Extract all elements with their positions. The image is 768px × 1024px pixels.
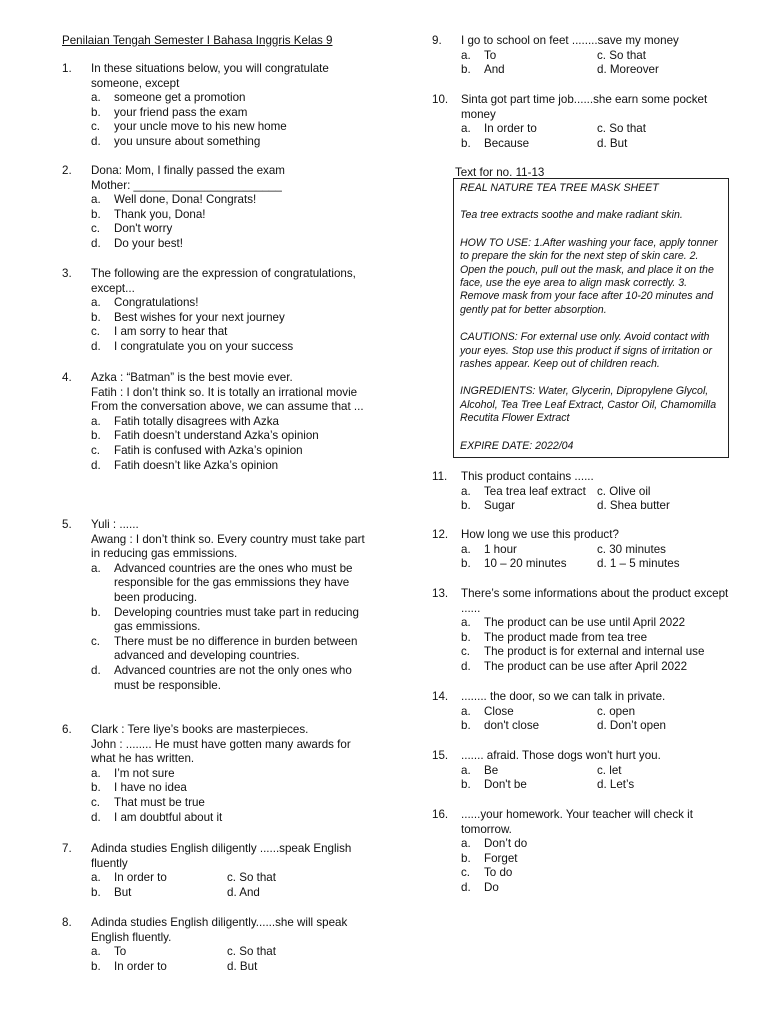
- answer-option: [91, 135, 372, 150]
- answer-option: [461, 778, 597, 793]
- answer-option: [597, 778, 732, 793]
- answer-option: [461, 881, 732, 896]
- answer-option: [461, 866, 732, 881]
- answer-option: [461, 499, 597, 514]
- answer-option: [91, 222, 372, 237]
- question-2: [62, 164, 372, 252]
- option-text: Advanced countries are not the only ones who must be responsible.: [114, 663, 352, 692]
- answer-option: [91, 429, 372, 444]
- option-letter: b.: [91, 885, 101, 899]
- option-text: d. But: [597, 136, 628, 150]
- question-text: Yuli : ...... Awang : I don’t think so. Every country must take part in reducing gas emmissions.: [91, 518, 365, 561]
- option-letter: a.: [91, 91, 101, 105]
- question-number: 5.: [62, 518, 72, 531]
- answer-option: [91, 106, 372, 121]
- option-text: Do your best!: [114, 236, 183, 250]
- option-text: c. let: [597, 763, 622, 777]
- option-text: There must be no difference in burden between advanced and developing countries.: [114, 634, 358, 663]
- option-text: In order to: [114, 871, 167, 885]
- option-text: d. But: [227, 959, 258, 973]
- option-text: d. Shea butter: [597, 499, 670, 513]
- option-letter: a.: [461, 484, 471, 498]
- answer-option: [597, 543, 732, 558]
- answer-options: [461, 616, 732, 674]
- question-number: 2.: [62, 164, 72, 177]
- option-letter: b.: [91, 105, 101, 119]
- option-letter: b.: [91, 429, 101, 443]
- option-text: Fatih is confused with Azka’s opinion: [114, 443, 303, 457]
- answer-option: [461, 122, 597, 137]
- option-letter: d.: [91, 458, 101, 472]
- option-text: c. So that: [597, 48, 646, 62]
- option-letter: a.: [91, 193, 101, 207]
- answer-option: [91, 664, 372, 693]
- option-letter: a.: [91, 766, 101, 780]
- answer-option: [91, 796, 372, 811]
- option-text: Thank you, Dona!: [114, 207, 206, 221]
- question-text: There’s some informations about the product except ......: [461, 587, 729, 615]
- option-text: Tea trea leaf extract: [484, 484, 586, 498]
- option-text: someone get a promotion: [114, 91, 246, 105]
- option-letter: a.: [91, 561, 101, 575]
- answer-option: [461, 837, 732, 852]
- option-text: Developing countries must take part in reducing gas emmissions.: [114, 605, 359, 634]
- question-number: 9.: [432, 34, 442, 47]
- question-number: 10.: [432, 93, 449, 106]
- option-text: And: [484, 63, 505, 77]
- answer-options: [461, 485, 732, 514]
- option-text: c. Olive oil: [597, 484, 651, 498]
- option-text: Well done, Dona! Congrats!: [114, 193, 257, 207]
- option-letter: b.: [461, 557, 471, 571]
- question-7: [62, 842, 372, 900]
- option-letter: b.: [91, 781, 101, 795]
- question-3: [62, 267, 372, 355]
- answer-option: [91, 237, 372, 252]
- answer-option: [91, 871, 227, 886]
- answer-option: [597, 557, 732, 572]
- answer-options: [461, 49, 732, 78]
- option-text: d. And: [227, 885, 260, 899]
- text-box-expiry: EXPIRE DATE: 2022/04: [460, 439, 574, 452]
- answer-options: [461, 705, 732, 734]
- option-letter: c.: [461, 645, 471, 659]
- option-text: 1 hour: [484, 542, 517, 556]
- option-letter: c.: [91, 222, 101, 236]
- answer-options: [461, 122, 732, 151]
- answer-option: [597, 137, 732, 152]
- option-text: your uncle move to his new home: [114, 120, 287, 134]
- option-text: c. So that: [597, 122, 646, 136]
- question-text: ......your homework. Your teacher will check it tomorrow.: [461, 808, 693, 836]
- question-14: [432, 690, 732, 734]
- answer-option: [461, 631, 732, 646]
- question-number: 14.: [432, 690, 449, 703]
- option-text: Fatih doesn’t understand Azka’s opinion: [114, 429, 319, 443]
- question-number: 13.: [432, 587, 449, 600]
- answer-option: [461, 764, 597, 779]
- answer-option: [227, 960, 372, 975]
- question-8: [62, 916, 372, 974]
- option-text: don't close: [484, 719, 540, 733]
- answer-option: [91, 311, 372, 326]
- answer-option: [461, 616, 732, 631]
- option-letter: a.: [461, 704, 471, 718]
- answer-options: [461, 764, 732, 793]
- option-text: That must be true: [114, 795, 205, 809]
- text-box-heading: REAL NATURE TEA TREE MASK SHEET: [460, 182, 659, 194]
- question-text: Adinda studies English diligently......she will speak English fluently.: [91, 916, 348, 944]
- option-text: d. Don’t open: [597, 719, 666, 733]
- question-number: 3.: [62, 267, 72, 280]
- option-text: d. Let’s: [597, 778, 635, 792]
- option-letter: a.: [461, 122, 471, 136]
- option-letter: d.: [91, 134, 101, 148]
- option-text: you unsure about something: [114, 134, 261, 148]
- question-5: [62, 518, 372, 693]
- option-text: Be: [484, 763, 499, 777]
- answer-option: [91, 208, 372, 223]
- option-letter: a.: [461, 763, 471, 777]
- option-text: The product can be use after April 2022: [484, 659, 688, 673]
- option-letter: b.: [461, 630, 471, 644]
- question-text: Clark : Tere liye’s books are masterpieces. John : ........ He must have gotten many awards for what he has written.: [91, 723, 351, 766]
- answer-option: [91, 606, 372, 635]
- answer-option: [461, 719, 597, 734]
- option-letter: a.: [461, 837, 471, 851]
- option-letter: b.: [91, 959, 101, 973]
- answer-option: [227, 886, 372, 901]
- question-number: 8.: [62, 916, 72, 929]
- answer-option: [597, 764, 732, 779]
- answer-option: [227, 871, 372, 886]
- question-text: I go to school on feet ........save my money: [461, 34, 679, 47]
- answer-option: [461, 137, 597, 152]
- answer-option: [91, 635, 372, 664]
- option-text: Fatih totally disagrees with Azka: [114, 414, 279, 428]
- option-letter: a.: [461, 48, 471, 62]
- option-letter: c.: [91, 120, 101, 134]
- answer-option: [461, 63, 597, 78]
- answer-options: [91, 296, 372, 354]
- answer-option: [461, 645, 732, 660]
- answer-option: [91, 415, 372, 430]
- option-letter: b.: [461, 851, 471, 865]
- answer-option: [91, 960, 227, 975]
- question-6: [62, 723, 372, 825]
- option-letter: c.: [91, 443, 101, 457]
- option-text: To do: [484, 866, 513, 880]
- option-letter: b.: [461, 136, 471, 150]
- answer-options: [91, 767, 372, 825]
- answer-option: [91, 340, 372, 355]
- option-text: I’m not sure: [114, 766, 175, 780]
- question-text: Azka : “Batman” is the best movie ever. Fatih : I don’t think so. It is totally an irrational movie From the conversation above, we can assume that ...: [91, 371, 364, 414]
- product-text-box: [453, 178, 729, 458]
- option-text: your friend pass the exam: [114, 105, 248, 119]
- answer-option: [91, 811, 372, 826]
- question-13: [432, 587, 732, 675]
- option-text: d. Moreover: [597, 63, 659, 77]
- answer-options: [461, 837, 732, 895]
- option-letter: d.: [91, 810, 101, 824]
- option-letter: a.: [91, 945, 101, 959]
- question-text: ........ the door, so we can talk in private.: [461, 690, 666, 703]
- option-letter: c.: [461, 866, 471, 880]
- option-text: Sugar: [484, 499, 515, 513]
- option-letter: b.: [461, 778, 471, 792]
- answer-option: [461, 852, 732, 867]
- option-letter: b.: [461, 499, 471, 513]
- option-text: Don't worry: [114, 222, 173, 236]
- answer-options: [91, 415, 372, 473]
- option-text: Do: [484, 880, 499, 894]
- option-letter: c.: [91, 325, 101, 339]
- option-letter: d.: [461, 880, 471, 894]
- question-number: 15.: [432, 749, 449, 762]
- question-text: Adinda studies English diligently ......speak English fluently: [91, 842, 352, 870]
- answer-options: [91, 562, 372, 693]
- answer-option: [597, 485, 732, 500]
- answer-option: [597, 63, 732, 78]
- option-text: The product can be use until April 2022: [484, 616, 686, 630]
- question-text: How long we use this product?: [461, 528, 619, 541]
- option-letter: b.: [91, 310, 101, 324]
- answer-option: [597, 49, 732, 64]
- text-box-paragraph: INGREDIENTS: Water, Glycerin, Dipropylene Glycol, Alcohol, Tea Tree Leaf Extract, Castor Oil, Chamomilla Recutita Flower Extract: [460, 385, 717, 425]
- option-letter: a.: [461, 616, 471, 630]
- option-letter: b.: [91, 605, 101, 619]
- option-text: Forget: [484, 851, 518, 865]
- answer-option: [597, 719, 732, 734]
- answer-option: [91, 91, 372, 106]
- answer-option: [91, 945, 227, 960]
- answer-options: [91, 945, 372, 974]
- answer-options: [461, 543, 732, 572]
- option-text: I congratulate you on your success: [114, 339, 294, 353]
- option-text: Best wishes for your next journey: [114, 310, 285, 324]
- answer-option: [91, 459, 372, 474]
- option-letter: a.: [91, 296, 101, 310]
- option-text: Congratulations!: [114, 296, 199, 310]
- option-text: The product is for external and internal use: [484, 645, 705, 659]
- answer-option: [597, 499, 732, 514]
- option-letter: a.: [91, 871, 101, 885]
- option-letter: d.: [91, 236, 101, 250]
- question-9: [432, 34, 732, 78]
- question-number: 11.: [432, 470, 448, 483]
- answer-options: [91, 193, 372, 251]
- option-letter: b.: [461, 63, 471, 77]
- answer-option: [461, 49, 597, 64]
- answer-option: [91, 886, 227, 901]
- option-letter: b.: [461, 719, 471, 733]
- answer-option: [461, 660, 732, 675]
- question-number: 16.: [432, 808, 449, 821]
- question-text: The following are the expression of congratulations, except...: [91, 267, 356, 295]
- answer-option: [461, 485, 597, 500]
- answer-option: [91, 120, 372, 135]
- question-1: [62, 62, 372, 150]
- option-text: Advanced countries are the ones who must be responsible for the gas emmissions they have been producing.: [114, 561, 353, 604]
- answer-option: [461, 705, 597, 720]
- option-text: In order to: [114, 959, 167, 973]
- option-text: Because: [484, 136, 530, 150]
- question-text: ....... afraid. Those dogs won't hurt you.: [461, 749, 661, 762]
- option-text: I am sorry to hear that: [114, 325, 228, 339]
- option-text: c. 30 minutes: [597, 542, 666, 556]
- question-10: [432, 93, 732, 151]
- text-box-paragraph: CAUTIONS: For external use only. Avoid contact with your eyes. Stop use this product if signs of irritation or rashes appear. Keep out of children reach.: [460, 331, 713, 371]
- option-text: In order to: [484, 122, 537, 136]
- option-letter: c.: [91, 795, 101, 809]
- question-text: This product contains ......: [461, 470, 594, 483]
- option-text: d. 1 – 5 minutes: [597, 557, 680, 571]
- answer-option: [91, 767, 372, 782]
- answer-option: [461, 557, 597, 572]
- option-text: c. So that: [227, 945, 276, 959]
- option-text: I have no idea: [114, 781, 187, 795]
- question-number: 6.: [62, 723, 72, 736]
- question-number: 4.: [62, 371, 72, 384]
- option-text: 10 – 20 minutes: [484, 557, 567, 571]
- question-text: Dona: Mom, I finally passed the exam Mother: _______________________: [91, 164, 285, 192]
- option-text: To: [484, 48, 497, 62]
- question-text: Sinta got part time job......she earn some pocket money: [461, 93, 708, 121]
- answer-option: [91, 193, 372, 208]
- question-16: [432, 808, 732, 896]
- text-label: Text for no. 11-13: [455, 166, 545, 179]
- option-text: To: [114, 945, 127, 959]
- option-text: Close: [484, 704, 514, 718]
- text-box-paragraph: HOW TO USE: 1.After washing your face, apply tonner to prepare the skin for the next step of skin care. 2. Open the pouch, pull out the mask, and place it on the face, use the eye area to align mask correctly. 3. Remove mask from your face after 10-20 minutes and gently pat for better absorption.: [460, 236, 718, 316]
- option-text: Fatih doesn’t like Azka’s opinion: [114, 458, 279, 472]
- option-letter: a.: [461, 542, 471, 556]
- answer-option: [91, 325, 372, 340]
- answer-options: [91, 871, 372, 900]
- option-text: But: [114, 885, 132, 899]
- option-letter: d.: [91, 663, 101, 677]
- answer-option: [597, 122, 732, 137]
- answer-option: [91, 562, 372, 606]
- question-11: [432, 470, 732, 514]
- answer-options: [91, 91, 372, 149]
- answer-option: [597, 705, 732, 720]
- answer-option: [91, 444, 372, 459]
- option-letter: a.: [91, 414, 101, 428]
- option-letter: b.: [91, 207, 101, 221]
- question-text: In these situations below, you will congratulate someone, except: [91, 62, 329, 90]
- question-number: 7.: [62, 842, 72, 855]
- option-text: Don’t do: [484, 837, 528, 851]
- option-letter: c.: [91, 634, 101, 648]
- answer-option: [227, 945, 372, 960]
- option-text: I am doubtful about it: [114, 810, 223, 824]
- answer-option: [461, 543, 597, 558]
- question-12: [432, 528, 732, 572]
- question-15: [432, 749, 732, 793]
- answer-option: [91, 781, 372, 796]
- option-text: Don't be: [484, 778, 527, 792]
- option-text: c. open: [597, 704, 636, 718]
- option-text: The product made from tea tree: [484, 630, 648, 644]
- question-number: 12.: [432, 528, 449, 541]
- question-number: 1.: [62, 62, 72, 75]
- option-letter: d.: [461, 659, 471, 673]
- option-text: c. So that: [227, 871, 276, 885]
- text-box-paragraph: Tea tree extracts soothe and make radiant skin.: [460, 209, 683, 222]
- answer-option: [91, 296, 372, 311]
- page-title: Penilaian Tengah Semester I Bahasa Inggris Kelas 9: [62, 34, 333, 47]
- option-letter: d.: [91, 339, 101, 353]
- question-4: [62, 371, 372, 473]
